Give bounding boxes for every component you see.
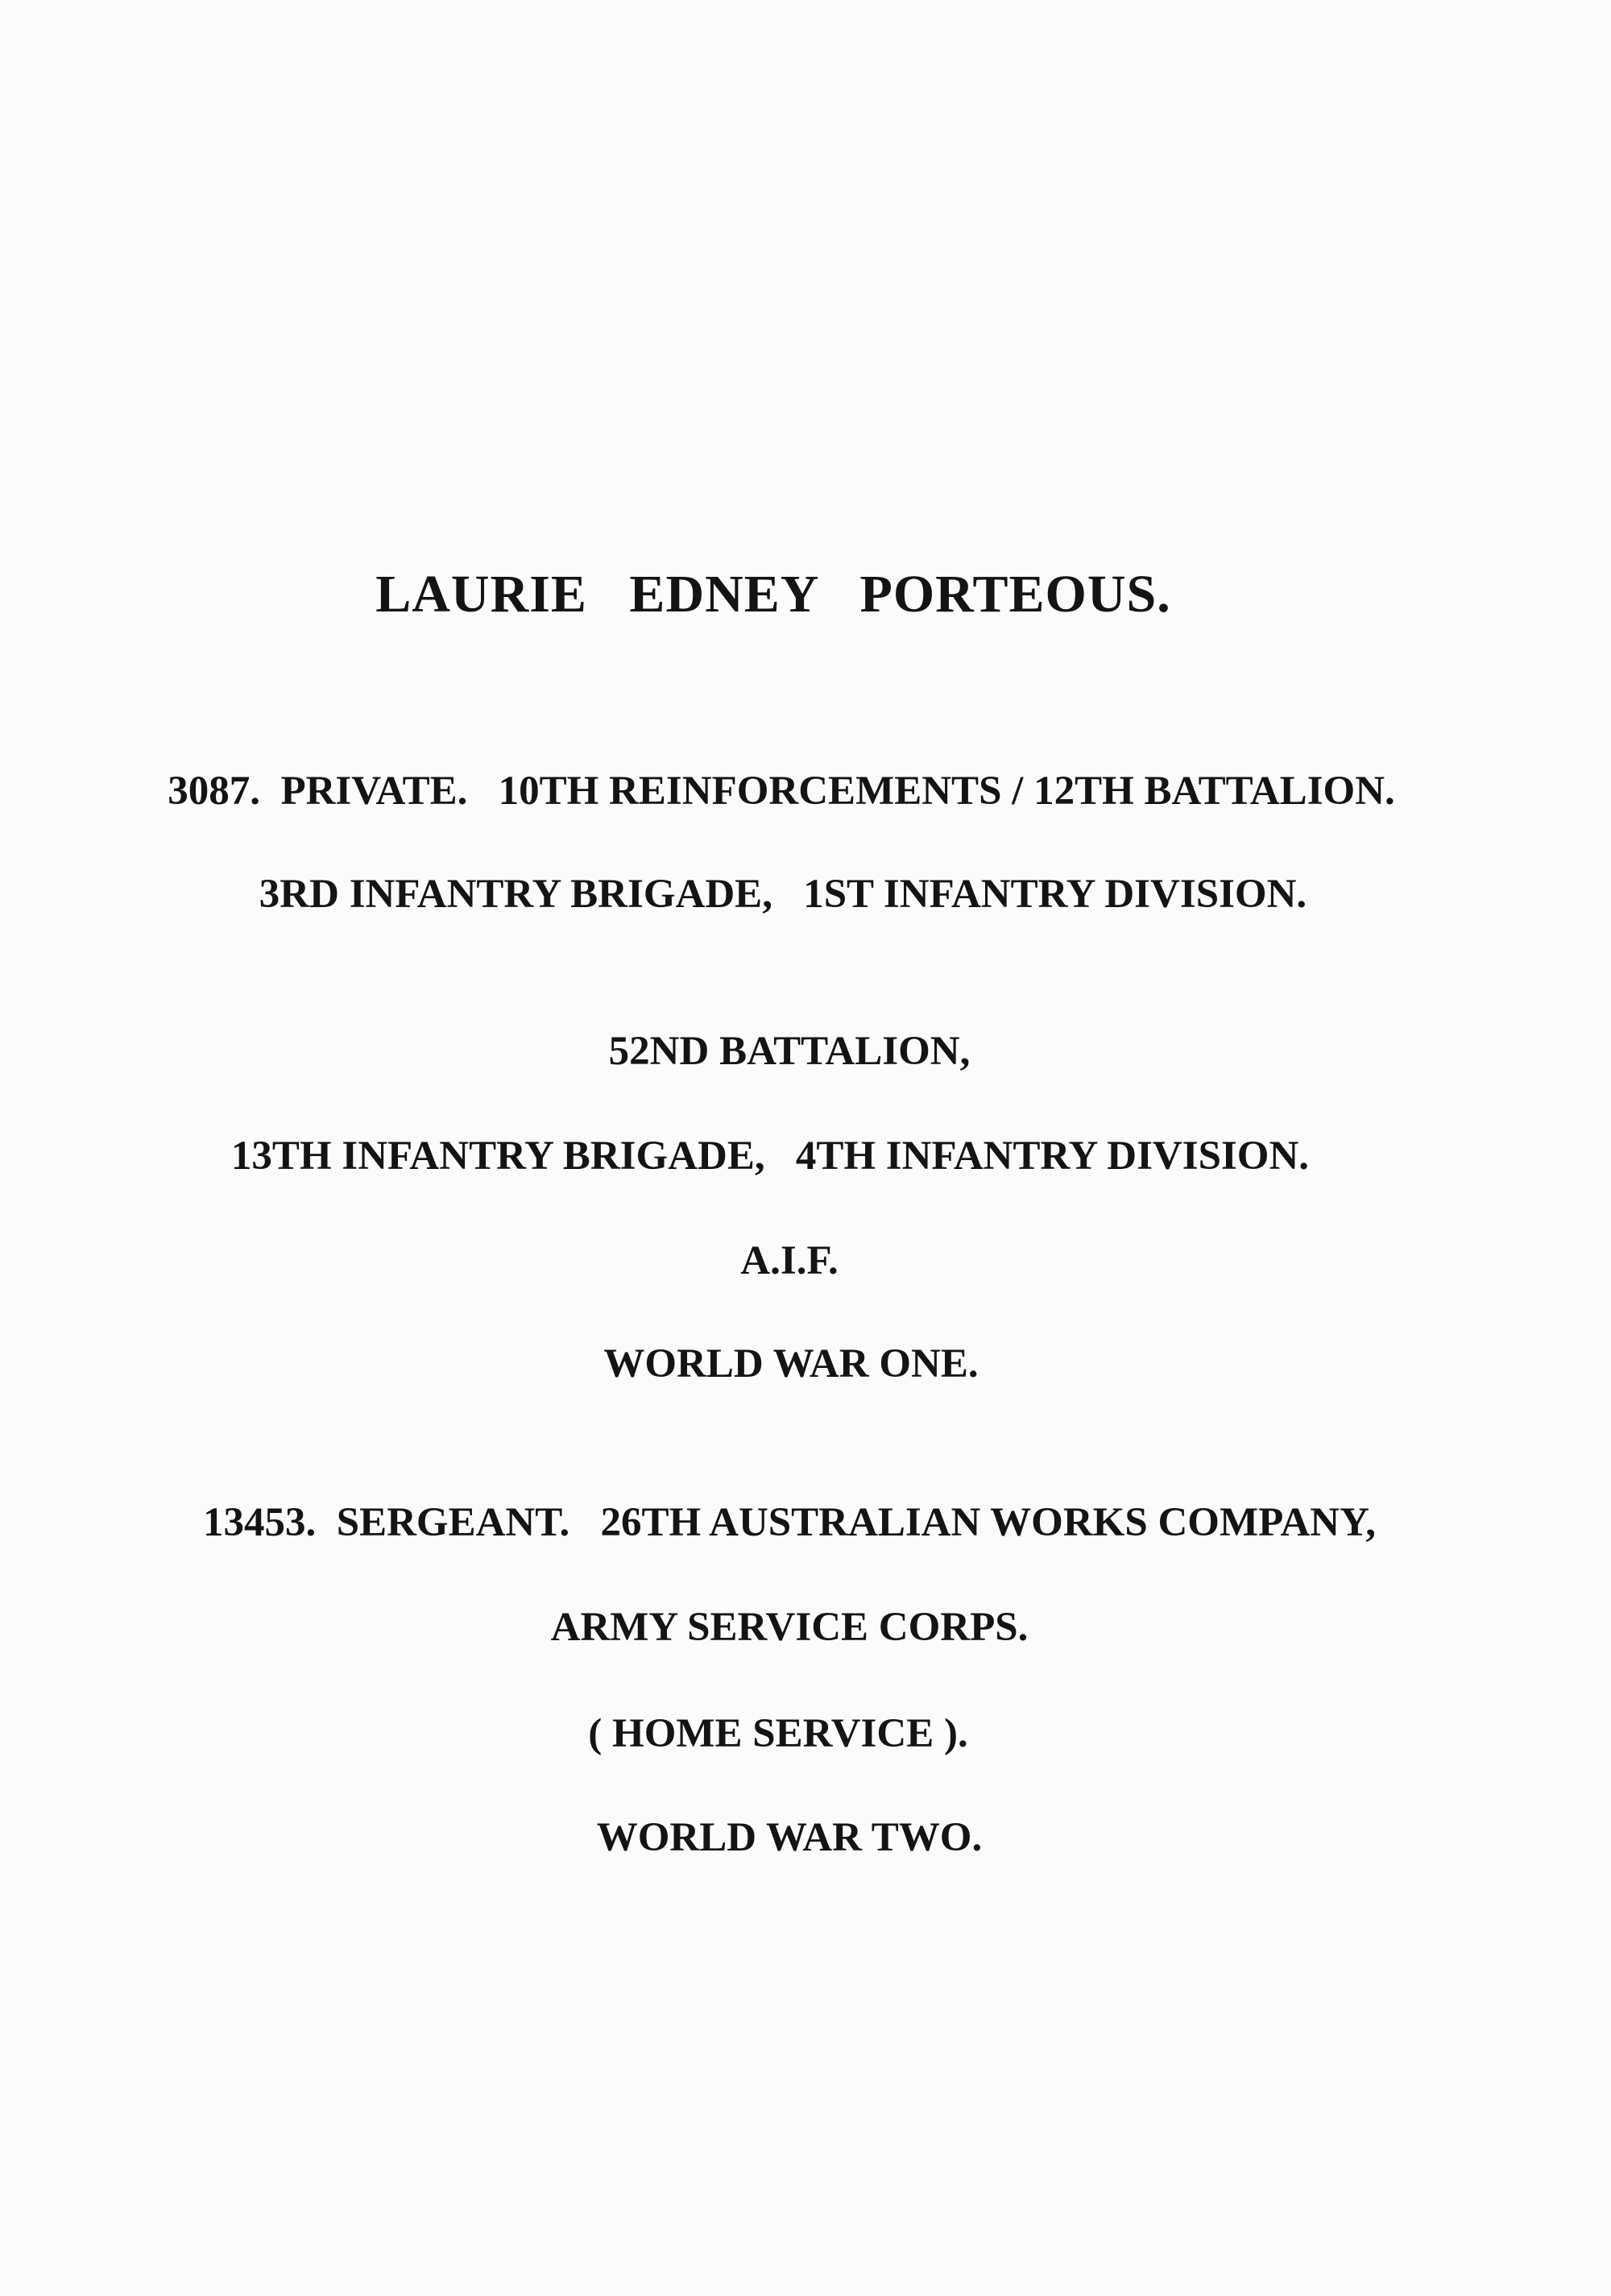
ww2-corps: ARMY SERVICE CORPS.	[550, 1605, 1029, 1650]
ww1-brigade-division-2: 13TH INFANTRY BRIGADE, 4TH INFANTRY DIVISION.	[230, 1133, 1310, 1179]
ww2-war-label: WORLD WAR TWO.	[596, 1815, 983, 1860]
ww1-service-number-unit: 3087. PRIVATE. 10TH REINFORCEMENTS / 12TH BATTALION.	[168, 769, 1395, 814]
ww1-war-label: WORLD WAR ONE.	[603, 1341, 979, 1386]
ww1-battalion: 52ND BATTALION,	[608, 1029, 971, 1074]
ww2-service-type: ( HOME SERVICE ).	[588, 1711, 968, 1756]
ww2-service-number-unit: 13453. SERGEANT. 26TH AUSTRALIAN WORKS COMPANY,	[202, 1500, 1377, 1545]
ww1-force: A.I.F.	[740, 1238, 839, 1283]
document-title: LAURIE EDNEY PORTEOUS.	[375, 565, 1171, 624]
ww1-brigade-division: 3RD INFANTRY BRIGADE, 1ST INFANTRY DIVISION.	[259, 872, 1307, 917]
